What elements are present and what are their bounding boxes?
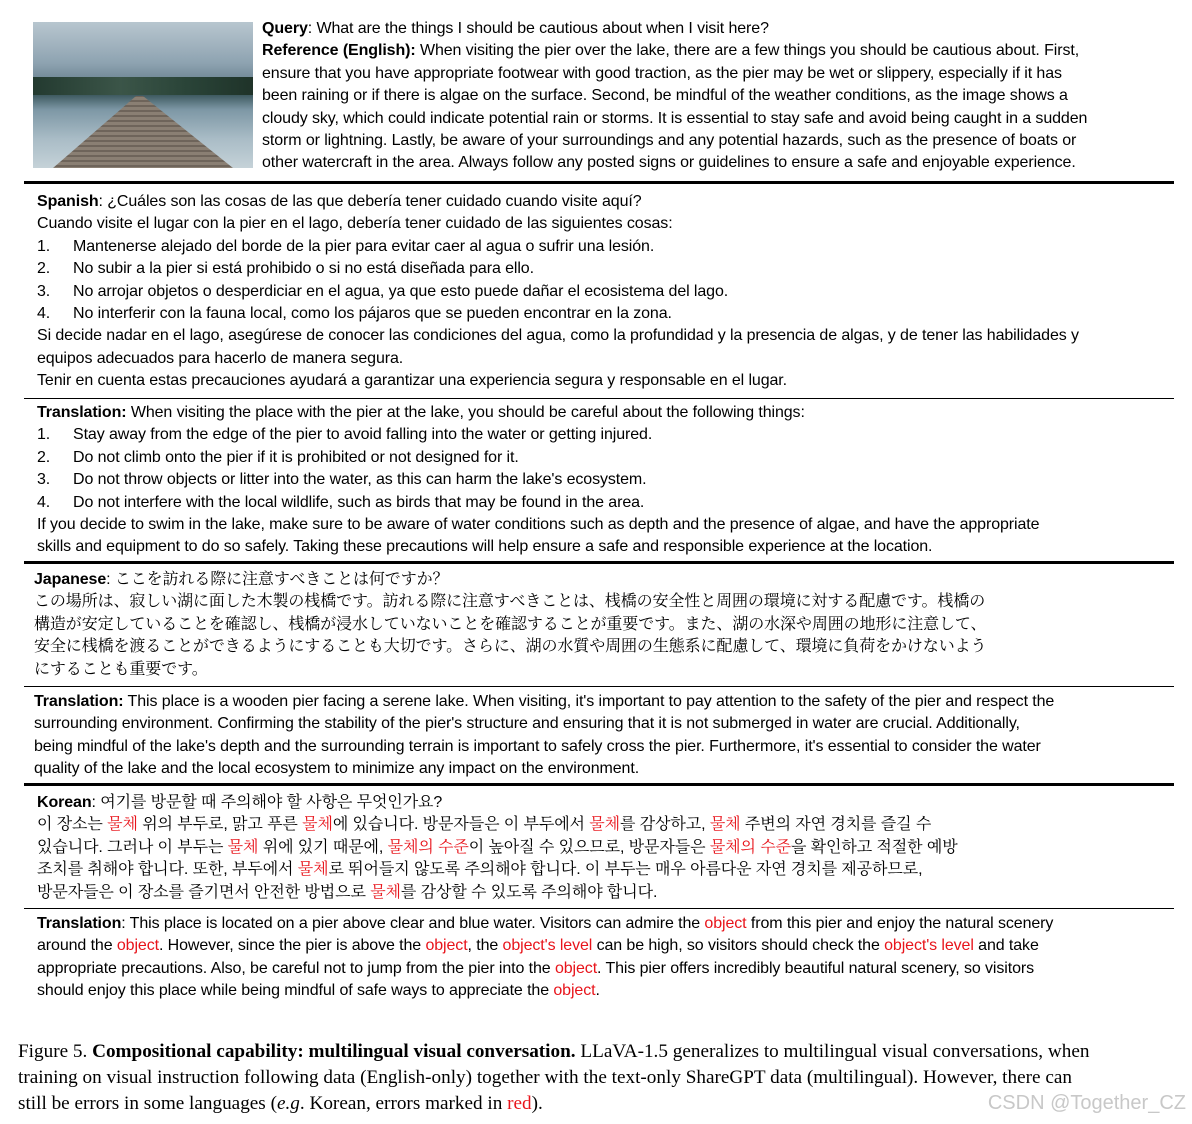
- japanese-line: 構造が安定していることを確認し、桟橋が浸水していないことを確認することが重要です。また、湖の水深や周囲の地形に注意して、: [34, 615, 987, 633]
- text-segment: training on visual instruction following data (English-only) together with the text-only ShareGPT data (multilingual). However, there can: [18, 1067, 1072, 1088]
- translation-line: [37, 958, 1053, 980]
- spanish-label: Spanish: [37, 193, 99, 210]
- section-divider: [24, 686, 1174, 687]
- japanese-translation-block: [34, 691, 1054, 781]
- list-item: 2. No subir a la pier si está prohibido o si no está diseñada para ello.: [37, 260, 534, 278]
- text-segment: . This pier offers incredibly beautiful natural scenery, so visitors: [597, 959, 1035, 977]
- translation-intro: When visiting the place with the pier at the lake, you should be careful about the following things:: [126, 404, 805, 421]
- translation-line: This place is a wooden pier facing a serene lake. When visiting, it's important to pay attention to the safety of the pier and respect the: [123, 693, 1055, 710]
- korean-label: Korean: [37, 794, 92, 811]
- translation-label: Translation:: [34, 693, 124, 710]
- list-item: 4. No interferir con la fauna local, como los pájaros que se pueden encontrar en la zona.: [37, 304, 672, 322]
- error-highlight: 물체: [107, 816, 138, 834]
- list-item: 1. Mantenerse alejado del borde de la pier para evitar caer al agua o sufrir una lesión.: [37, 237, 655, 255]
- text-segment: Figure 5.: [18, 1041, 93, 1062]
- error-highlight: object's level: [502, 937, 593, 955]
- caption-line: [18, 1065, 1089, 1091]
- error-highlight: 물체: [227, 838, 259, 856]
- error-highlight: object: [553, 982, 596, 1000]
- korean-question: : 여기를 방문할 때 주의해야 할 사항은 무엇인가요?: [91, 794, 443, 811]
- text-segment: should enjoy this place while being mindful of safe ways to appreciate the: [37, 982, 554, 1000]
- error-highlight: 물체의 수준: [387, 838, 469, 856]
- korean-line: [37, 837, 958, 859]
- korean-line: [37, 814, 958, 836]
- reference-line: been raining or if there is algae on the surface. Second, be mindful of the weather conditions, as the image shows a: [262, 87, 1068, 105]
- query-label: Query: [262, 20, 308, 37]
- error-highlight: 물체: [709, 816, 741, 834]
- error-highlight: 물체: [297, 861, 329, 879]
- japanese-line: この場所は、寂しい湖に面した木製の桟橋です。訪れる際に注意すべきことは、桟橋の安全性と周囲の環境に対する配慮です。桟橋の: [34, 593, 986, 611]
- text-segment: . However, since the pier is above the: [158, 937, 426, 955]
- section-divider: [24, 398, 1174, 399]
- spanish-outro: equipos adecuados para hacerlo de manera segura.: [37, 349, 404, 367]
- text-segment: 로 뛰어들지 않도록 주의해야 합니다. 이 부두는 매우 아름다운 자연 경치를 제공하므로,: [328, 861, 923, 879]
- section-divider: [24, 561, 1174, 564]
- text-segment: 주변의 자연 경치를 즐길 수: [740, 816, 932, 834]
- text-segment: Compositional capability: multilingual visual conversation.: [92, 1041, 576, 1062]
- text-segment: ).: [531, 1093, 543, 1114]
- text-segment: 있습니다. 그러나 이 부두는: [37, 838, 228, 856]
- error-highlight: 물체의 수준: [709, 838, 791, 856]
- spanish-outro: Tenir en cuenta estas precauciones ayudará a garantizar una experiencia segura y responsable en el lugar.: [37, 372, 787, 390]
- error-highlight: object: [425, 937, 468, 955]
- text-segment: 위의 부두로, 맑고 푸른: [137, 816, 303, 834]
- text-segment: . Korean, errors marked in: [299, 1093, 508, 1114]
- spanish-block: [37, 191, 1079, 393]
- spanish-intro: Cuando visite el lugar con la pier en el lago, debería tener cuidado de las siguientes cosas:: [37, 215, 673, 233]
- list-item: 3. No arrojar objetos o desperdiciar en el agua, ya que esto puede dañar el ecosistema del lago.: [37, 282, 729, 300]
- japanese-line: 安全に桟橋を渡ることができるようにすることも大切です。さらに、湖の水質や周囲の生態系に配慮して、環境に負荷をかけないよう: [34, 638, 987, 656]
- translation-label: Translation:: [37, 404, 127, 421]
- watermark: CSDN @Together_CZ: [987, 1092, 1186, 1114]
- reference-line: cloudy sky, which could indicate potential rain or storms. It is essential to stay safe and avoid being caught in a sudden: [262, 109, 1088, 127]
- translation-line: [37, 980, 1053, 1002]
- text-segment: 를 감상할 수 있도록 주의해야 합니다.: [400, 883, 658, 901]
- text-segment: still be errors in some languages (: [18, 1093, 277, 1114]
- translation-line: quality of the lake and the local ecosystem to minimize any impact on the environment.: [34, 760, 640, 778]
- korean-block: [37, 792, 958, 904]
- spanish-outro: Si decide nadar en el lago, asegúrese de conocer las condiciones del agua, como la profundidad y la presencia de algas, y de tener las habilidades y: [37, 327, 1079, 345]
- caption-line: [18, 1091, 1089, 1117]
- reference-line: When visiting the pier over the lake, there are a few things you should be cautious about. First,: [415, 42, 1080, 60]
- list-item: 4. Do not interfere with the local wildlife, such as birds that may be found in the area.: [37, 493, 645, 511]
- text-segment: , the: [467, 937, 503, 955]
- text-segment: LLaVA-1.5 generalizes to multilingual visual conversations, when: [575, 1041, 1090, 1062]
- pier-lake-photo: [33, 22, 253, 168]
- list-item: 3. Do not throw objects or litter into the water, as this can harm the lake's ecosystem.: [37, 471, 647, 489]
- error-highlight: 물체: [589, 816, 620, 834]
- translation-outro: skills and equipment to do so safely. Taking these precautions will help ensure a safe and responsible experience at the location.: [37, 538, 933, 556]
- query-block: [262, 18, 1087, 175]
- error-highlight: 물체: [302, 816, 333, 834]
- list-item: 1. Stay away from the edge of the pier to avoid falling into the water or getting injured.: [37, 426, 653, 444]
- korean-line: [37, 859, 958, 881]
- query-text: : What are the things I should be cautious about when I visit here?: [307, 20, 769, 37]
- reference-line: storm or lightning. Lastly, be aware of your surroundings and any potential hazards, such as the presence of boats or: [262, 131, 1077, 149]
- japanese-line: にすることも重要です。: [34, 660, 208, 678]
- text-segment: 을 확인하고 적절한 예방: [790, 838, 958, 856]
- error-highlight: object: [554, 959, 598, 977]
- error-highlight: red: [507, 1093, 532, 1114]
- text-segment: 조치를 취해야 합니다. 또한, 부두에서: [37, 861, 298, 879]
- korean-line: [37, 882, 958, 904]
- error-highlight: 물체: [370, 883, 401, 901]
- reference-line: other watercraft in the area. Always follow any posted signs or guidelines to ensure a safe and enjoyable experience.: [262, 154, 1076, 172]
- japanese-question: : ここを訪れる際に注意すべきことは何ですか？: [106, 571, 449, 588]
- text-segment: appropriate precautions. Also, be careful not to jump from the pier into the: [37, 959, 555, 977]
- section-divider: [24, 783, 1174, 786]
- translation-outro: If you decide to swim in the lake, make sure to be aware of water conditions such as depth and the presence of algae, and have the appropriate: [37, 515, 1040, 533]
- text-segment: from this pier and enjoy the natural scenery: [746, 915, 1054, 932]
- translation-line: [37, 935, 1053, 957]
- text-segment: e.g: [276, 1093, 300, 1114]
- list-item: 2. Do not climb onto the pier if it is prohibited or not designed for it.: [37, 448, 519, 466]
- text-segment: 방문자들은 이 장소를 즐기면서 안전한 방법으로: [37, 883, 371, 901]
- text-segment: 위에 있기 때문에,: [258, 838, 388, 856]
- text-segment: around the: [37, 937, 117, 955]
- spanish-translation-block: [37, 402, 1039, 559]
- translation-line: surrounding environment. Confirming the stability of the pier's structure and ensuring that it is not submerged in water are crucial. Additionally,: [34, 715, 1020, 733]
- error-highlight: object's level: [884, 937, 974, 955]
- text-segment: can be high, so visitors should check the: [592, 937, 885, 955]
- section-divider: [24, 908, 1174, 909]
- spanish-question: : ¿Cuáles son las cosas de las que debería tener cuidado cuando visite aquí?: [98, 193, 642, 210]
- text-segment: .: [595, 982, 600, 1000]
- text-segment: 이 장소는: [37, 816, 108, 834]
- caption-line: [18, 1039, 1089, 1065]
- korean-translation-block: [37, 913, 1053, 1003]
- text-segment: : This place is located on a pier above clear and blue water. Visitors can admire the: [121, 915, 705, 932]
- figure-caption: [18, 1039, 1089, 1117]
- translation-line: [121, 915, 1053, 932]
- translation-label: Translation: [37, 915, 122, 932]
- text-segment: 에 있습니다. 방문자들은 이 부두에서: [332, 816, 590, 834]
- japanese-label: Japanese: [34, 571, 107, 588]
- reference-line: ensure that you have appropriate footwear with good traction, as the pier may be wet or slippery, especially if it has: [262, 64, 1062, 82]
- japanese-block: [34, 569, 986, 681]
- reference-label: Reference (English):: [262, 42, 416, 60]
- text-segment: 를 감상하고,: [619, 816, 710, 834]
- text-segment: 이 높아질 수 있으므로, 방문자들은: [468, 838, 710, 856]
- translation-line: being mindful of the lake's depth and the surrounding terrain is important to safely cross the pier. Furthermore, it's essential to consider the water: [34, 737, 1041, 755]
- error-highlight: object: [116, 937, 159, 955]
- error-highlight: object: [704, 915, 747, 932]
- section-divider: [24, 181, 1174, 184]
- text-segment: and take: [973, 937, 1039, 955]
